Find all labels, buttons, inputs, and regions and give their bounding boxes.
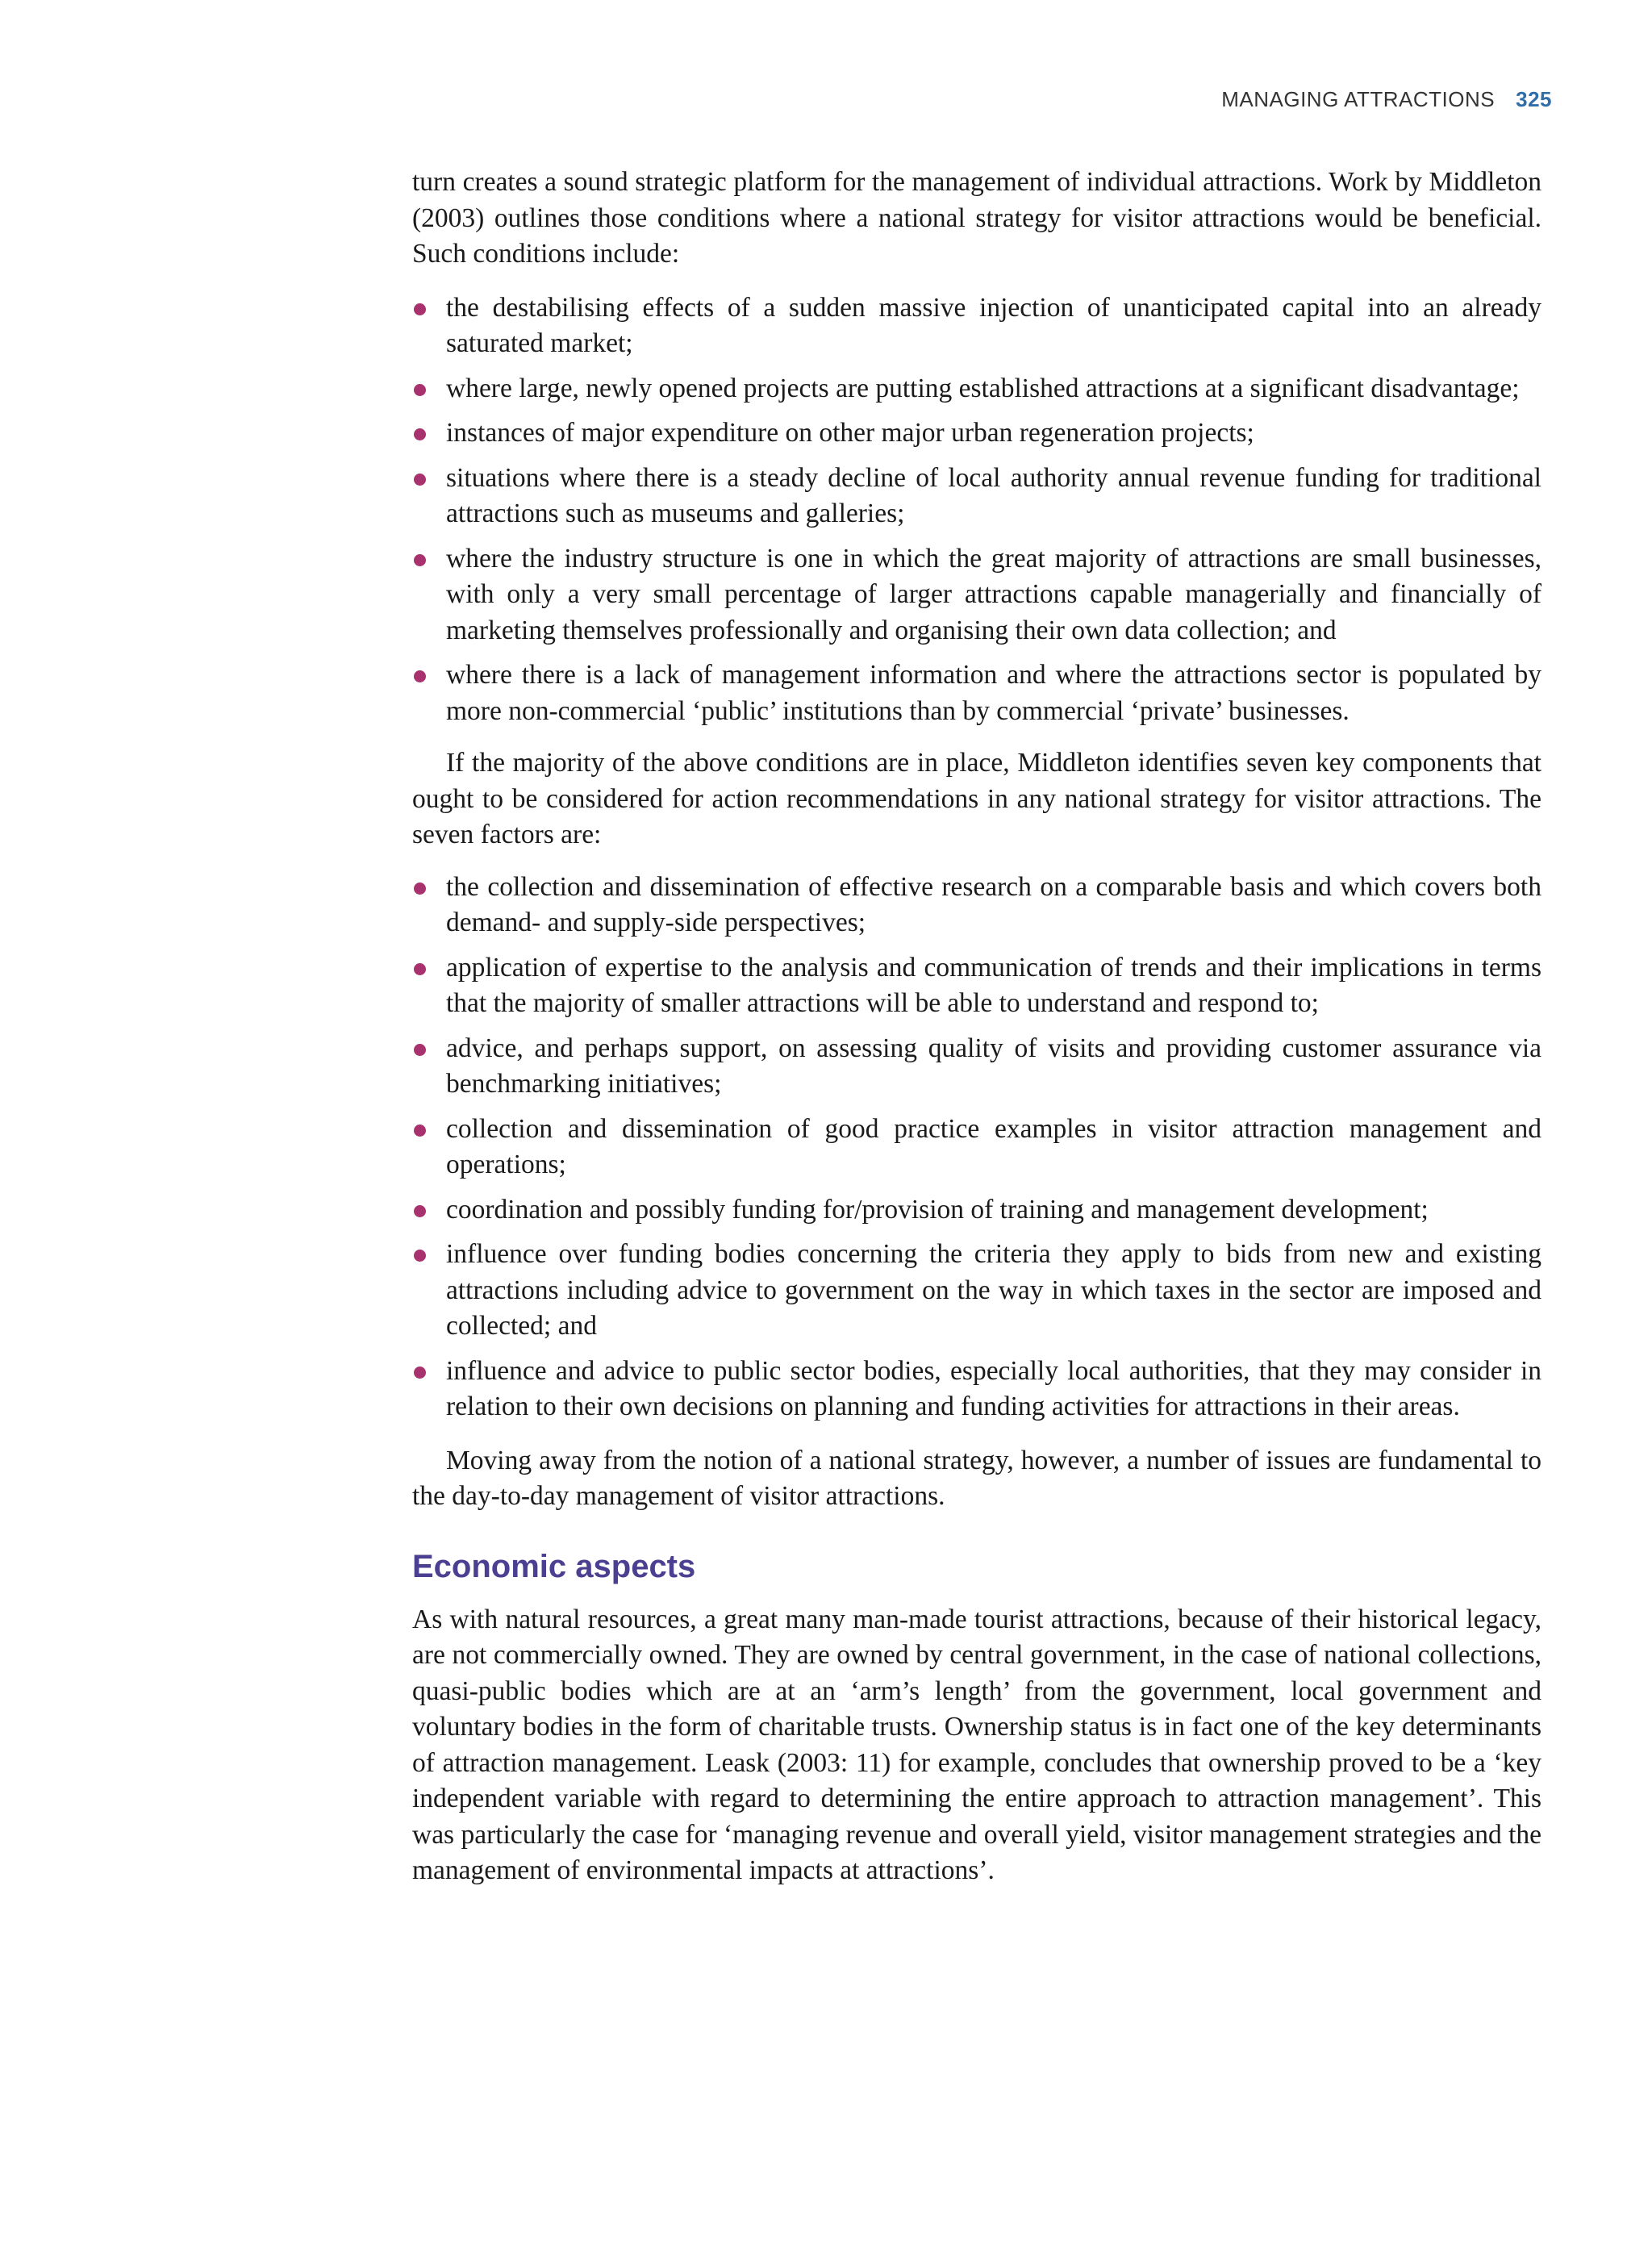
list-item-text: where the industry structure is one in which the great majority of attractions are small businesses, with only a very small percentage of larger attractions capable managerially and financially of marketing themselves professionally and organising their own data collection; and xyxy=(446,543,1541,645)
bullet-icon xyxy=(414,1250,426,1262)
bullet-icon xyxy=(414,963,426,975)
section-paragraph: As with natural resources, a great many man-made tourist attractions, because of their historical legacy, are not commercially owned. They are owned by central government, in the case of national collections, quasi-public bodies which are at an ‘arm’s length’ from the government, local government and voluntary bodies in the form of charitable trusts. Ownership status is in fact one of the key determinants of attraction management. Leask (2003: 11) for example, concludes that ownership proved to be a ‘key independent variable with regard to determining the entire approach to attraction management’. This was particularly the case for ‘managing revenue and overall yield, visitor management strategies and the management of environmental impacts at attractions’. xyxy=(412,1604,1541,1885)
intro-paragraph: turn creates a sound strategic platform for the management of individual attractions. Work by Middleton (2003) outlines those conditions where a national strategy for visitor attractions would be beneficial. Such conditions include: xyxy=(412,167,1541,269)
list-item-text: where large, newly opened projects are putting established attractions at a significant disadvantage; xyxy=(446,373,1520,403)
list-item-text: influence and advice to public sector bodies, especially local authorities, that they may consider in relation to their own decisions on planning and funding activities for attractions in their areas. xyxy=(446,1355,1541,1421)
list-item-text: situations where there is a steady decline of local authority annual revenue funding for traditional attractions such as museums and galleries; xyxy=(446,462,1541,528)
list-item xyxy=(412,371,1541,407)
bullet-icon xyxy=(414,428,426,440)
list-item-text: application of expertise to the analysis and communication of trends and their implications in terms that the majority of smaller attractions will be able to understand and respond to; xyxy=(446,952,1541,1018)
section-heading: Economic aspects xyxy=(412,1548,696,1584)
bullet-icon xyxy=(414,303,426,315)
bullet-icon xyxy=(414,1044,426,1056)
bullet-icon xyxy=(414,554,426,566)
bullet-icon xyxy=(414,1367,426,1379)
page-number: 325 xyxy=(1516,87,1552,111)
list-item xyxy=(412,1192,1541,1229)
list-item-text: the collection and dissemination of effective research on a comparable basis and which covers both demand- and supply-side perspectives; xyxy=(446,871,1541,937)
factors-list xyxy=(412,870,1541,1425)
list-item xyxy=(412,415,1541,452)
list-item-text: influence over funding bodies concerning the criteria they apply to bids from new and existing attractions including advice to government on the way in which taxes in the sector are imposed and collected; and xyxy=(446,1239,1541,1341)
running-head xyxy=(1221,87,1552,112)
list-item xyxy=(412,1354,1541,1425)
list-item xyxy=(412,461,1541,532)
conditions-list xyxy=(412,290,1541,730)
list-item-text: collection and dissemination of good practice examples in visitor attraction management and operations; xyxy=(446,1113,1541,1179)
list-item xyxy=(412,1237,1541,1345)
list-item-text: the destabilising effects of a sudden massive injection of unanticipated capital into an already saturated market; xyxy=(446,292,1541,358)
list-item-text: where there is a lack of management information and where the attractions sector is populated by more non-commercial ‘public’ institutions than by commercial ‘private’ businesses. xyxy=(446,660,1541,726)
bullet-icon xyxy=(414,883,426,895)
list-item-text: coordination and possibly funding for/provision of training and management development; xyxy=(446,1194,1429,1225)
list-item xyxy=(412,950,1541,1022)
bullet-icon xyxy=(414,1205,426,1217)
list-item xyxy=(412,1031,1541,1103)
list-item xyxy=(412,541,1541,649)
bullet-icon xyxy=(414,670,426,682)
list-item xyxy=(412,290,1541,362)
transition-paragraph: Moving away from the notion of a national strategy, however, a number of issues are fundamental to the day-to-day management of visitor attractions. xyxy=(412,1445,1541,1511)
list-item-text: advice, and perhaps support, on assessing quality of visits and providing customer assurance via benchmarking initiatives; xyxy=(446,1033,1541,1099)
bullet-icon xyxy=(414,384,426,396)
list-item xyxy=(412,657,1541,729)
body-text xyxy=(412,165,1541,1889)
list-item-text: instances of major expenditure on other major urban regeneration projects; xyxy=(446,418,1254,448)
list-item xyxy=(412,1112,1541,1183)
running-title: MANAGING ATTRACTIONS xyxy=(1221,87,1496,111)
bullet-icon xyxy=(414,474,426,486)
list-item xyxy=(412,870,1541,941)
bullet-icon xyxy=(414,1125,426,1137)
middle-paragraph: If the majority of the above conditions are in place, Middleton identifies seven key components that ought to be considered for action recommendations in any national strategy for visitor attractions. The seven factors are: xyxy=(412,748,1541,849)
